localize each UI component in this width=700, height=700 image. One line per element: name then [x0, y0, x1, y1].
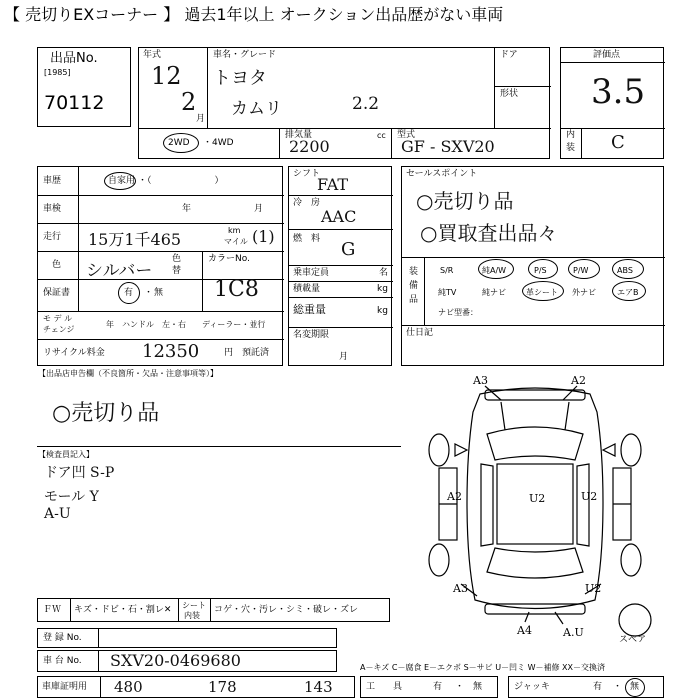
equipment-label-2: 備 [409, 281, 419, 291]
inspector-line-2: モール Y [44, 489, 99, 505]
cert-value-3: 143 [304, 678, 333, 696]
equip-ext-navi: 外ナビ [572, 288, 596, 297]
equip-leather: 革シート [526, 288, 558, 297]
name-change-label: 名変期限 [293, 330, 330, 340]
page-header: 【 売切りEXコーナー 】 過去1年以上 オークション出品歴がない車両 [4, 5, 504, 24]
drive-2wd: 2WD [168, 138, 190, 148]
chassis-row [37, 650, 337, 672]
tools-label: 工 具 [366, 682, 403, 692]
sales-line-2: ○買取査出品々 [420, 221, 558, 245]
equipment-label-1: 装 [409, 267, 419, 277]
registration-row [37, 628, 337, 648]
displacement-label: 排気量 [285, 130, 313, 140]
capacity-unit: 名 [379, 268, 389, 278]
diagram-u2-right: U2 [581, 490, 598, 503]
diagram-a2-left: A2 [447, 490, 462, 503]
fw-items-2: コゲ・穴・汚レ・シミ・破レ・ズレ [214, 605, 359, 615]
mileage-label: 走行 [43, 232, 62, 242]
year-label: 年式 [143, 50, 162, 60]
fuel-value: G [341, 239, 356, 260]
tools-mark: ・ [455, 682, 465, 692]
inspector-line-1: ドア凹 S-P [44, 465, 115, 481]
equip-navi: 純ナビ [482, 288, 506, 297]
drive-4wd: ・4WD [203, 138, 234, 148]
fw-seat-2: 内装 [184, 611, 200, 620]
notice-label: 【出品店申告欄（不良箇所・欠品・注意事項等）】 [38, 369, 218, 378]
notice-value: ○売切り品 [52, 401, 160, 426]
arrival-label: 仕日記 [406, 328, 434, 338]
equip-pw: P/W [573, 266, 589, 275]
inspection-month: 月 [254, 204, 264, 214]
interior-label-1: 内 [566, 130, 576, 140]
diagram-a3-bottom: A3 [453, 582, 468, 595]
type-value: GF - SXV20 [401, 137, 495, 156]
recycle-value: 12350 [142, 341, 200, 362]
cert-value-1: 480 [114, 678, 143, 696]
chassis-value: SXV20-0469680 [110, 651, 241, 670]
equipment-label-3: 品 [409, 295, 419, 305]
tools-row [360, 676, 498, 698]
diagram-au: A.U [563, 626, 584, 639]
type-label: 型式 [397, 130, 416, 140]
shift-value: FAT [317, 175, 349, 194]
recycle-label: リサイクル料金 [43, 348, 105, 358]
tools-no: 無 [473, 682, 483, 692]
cert-value-2: 178 [208, 678, 237, 696]
model-grade: 2.2 [352, 94, 380, 114]
tools-yes: 有 [433, 682, 443, 692]
recycle-unit: 円 [224, 348, 234, 358]
fw-seat-1: シート [182, 601, 206, 610]
sales-box [401, 166, 664, 366]
color-no-value: 1C8 [214, 277, 259, 302]
spec-table [288, 166, 392, 366]
chassis-label: 車 台 No. [43, 656, 82, 666]
color-no-label: カラーNo. [208, 254, 250, 264]
diagram-a4: A4 [517, 624, 532, 637]
score-value: 3.5 [591, 72, 646, 112]
weight-label: 総重量 [293, 303, 326, 316]
fuel-label: 燃 料 [293, 234, 321, 244]
color-change-1: 色 [172, 254, 182, 264]
model-maker: トヨタ [213, 68, 267, 89]
lot-small: [1985] [44, 68, 71, 77]
equip-airbag: エアB [617, 288, 639, 297]
jack-row [508, 676, 664, 698]
warranty-mark: ・ [144, 288, 154, 298]
equip-abs: ABS [617, 266, 633, 275]
lot-number: 70112 [44, 92, 105, 114]
shape-label: 形状 [500, 89, 519, 99]
history-rest: ・（ ） [138, 176, 224, 186]
diagram-a3-top: A3 [473, 374, 488, 387]
equip-ps: P/S [534, 266, 547, 275]
model-change-label-1: モ デ ル [43, 314, 73, 323]
inspection-year: 年 [182, 204, 192, 214]
equip-aw: 純A/W [482, 266, 507, 275]
interior-label-2: 装 [566, 143, 576, 153]
warranty-no: 無 [154, 288, 164, 298]
registration-label: 登 録 No. [43, 633, 82, 643]
diagram-u2-mid: U2 [529, 492, 546, 505]
load-unit: kg [377, 284, 388, 294]
interior-value: C [611, 132, 625, 153]
model-change-year: 年 [106, 320, 114, 329]
year-month-value: 2 [181, 88, 197, 116]
jack-no: 無 [630, 682, 640, 692]
aircon-label: 冷 房 [293, 198, 321, 208]
lot-label: 出品No. [50, 51, 98, 66]
load-label: 積載量 [293, 284, 321, 294]
equip-tv: 純TV [438, 288, 457, 297]
name-change-month: 月 [339, 352, 349, 362]
displacement-value: 2200 [289, 137, 330, 156]
color-change-2: 替 [172, 266, 182, 276]
model-name: カムリ [231, 99, 282, 119]
navi-type: ナビ型番： [438, 308, 478, 317]
damage-legend: A－キズ C－腐食 E－エクボ S－サビ U－凹ミ W－補修 XX－交換済 [360, 663, 606, 672]
inspection-label: 車検 [43, 204, 62, 214]
aircon-value: AAC [321, 207, 357, 226]
diagram-a2-top: A2 [571, 374, 586, 387]
detail-table [37, 166, 283, 366]
diagram-u2-bottom: U2 [585, 582, 602, 595]
model-change-handle: ハンドル 左・右 [122, 320, 186, 329]
sales-label: セールスポイント [406, 169, 478, 179]
model-label: 車名・グレード [213, 50, 277, 60]
color-value: シルバー [86, 261, 153, 281]
mileage-unit-mile: マイル [224, 237, 248, 246]
fw-row [37, 598, 390, 622]
jack-yes: 有 [593, 682, 603, 692]
warranty-yes: 有 [124, 288, 134, 298]
shift-label: シフト [293, 169, 321, 179]
model-change-dealer: ディーラー・並行 [202, 320, 266, 329]
weight-unit: kg [377, 306, 388, 316]
diagram-spare: スペア [619, 635, 647, 642]
car-damage-diagram [405, 372, 665, 642]
inspector-line-3: A-U [44, 506, 71, 522]
jack-label: ジャッキ [514, 682, 550, 692]
cert-row [37, 676, 355, 698]
equip-sr: S/R [440, 266, 454, 275]
recycle-deposit: 預託済 [242, 348, 270, 358]
year-value: 12 [151, 62, 182, 90]
fw-label: ＦＷ [43, 605, 62, 615]
score-box [560, 47, 664, 159]
year-month-unit: 月 [196, 114, 206, 124]
mileage-note: (1) [252, 227, 275, 246]
jack-mark: ・ [613, 682, 623, 692]
color-label: 色 [52, 260, 62, 270]
capacity-label: 乗車定員 [293, 268, 330, 278]
mileage-value: 15万1千465 [88, 230, 182, 249]
model-change-label-2: チェンジ [43, 325, 75, 334]
fw-items: キズ・ドビ・石・割レ✕ [74, 605, 172, 615]
sales-line-1: ○売切り品 [416, 189, 514, 213]
vehicle-info-box [138, 47, 550, 159]
cert-label: 車庫証明用 [42, 682, 88, 692]
inspector-label: 【検査員記入】 [38, 450, 94, 459]
displacement-unit: cc [377, 131, 386, 140]
lot-box [37, 47, 131, 127]
warranty-label: 保証書 [43, 288, 71, 298]
door-label: ドア [500, 50, 518, 60]
history-label: 車歴 [43, 176, 62, 186]
mileage-unit-km: km [228, 226, 241, 235]
score-label: 評価点 [593, 50, 621, 60]
history-private: 自家用 [108, 176, 136, 186]
